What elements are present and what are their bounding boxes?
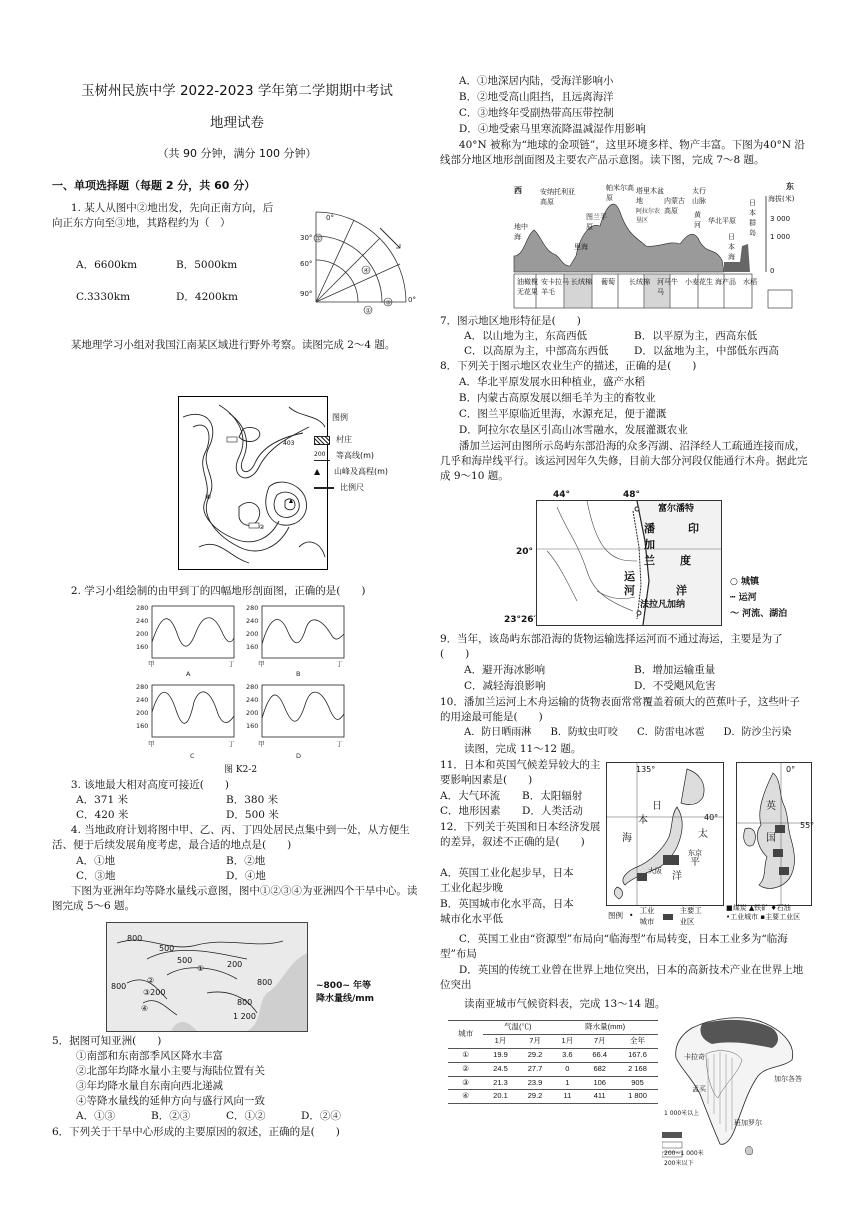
- question-5: 5．据图可知亚洲( ): [52, 1035, 162, 1047]
- question-7: 7．图示地区地形特征是( ): [440, 315, 581, 327]
- profile-label-turan: 图兰平原: [586, 213, 607, 232]
- profile-label-caspian: 里海: [574, 243, 588, 251]
- svg-text:③: ③: [385, 299, 391, 307]
- svg-text:90°: 90°: [300, 290, 313, 298]
- table-row: [448, 1076, 658, 1090]
- town-circle-icon: ○: [730, 577, 738, 587]
- q4-options: [76, 854, 376, 869]
- cell: ①: [448, 1048, 483, 1062]
- question-1: 1. 某人从图中②地出发，先向正南方向，后向正东方向至③地，其路程约为（ ）: [52, 202, 274, 230]
- q4-option-b[interactable]: B．②地: [226, 855, 266, 867]
- intro-9-10: 潘加兰运河由图所示岛屿东部沿海的众多泻湖、沼泽经人工疏通连接而成，几乎和海岸线平行。该运河因年久失修，目前大部分河段仅能通行木舟。据此完成 9～10 题。: [440, 440, 808, 483]
- q7-option-b[interactable]: B．以平原为主，西高东低: [634, 330, 758, 342]
- th-jan-temp: 1月: [483, 1034, 518, 1048]
- profile-label-anatolia: 安纳托利亚高原: [540, 188, 575, 207]
- label-farafangana: 法拉凡加纳: [640, 600, 686, 610]
- svg-text:C: C: [190, 752, 195, 760]
- q1-options-row2: [76, 290, 276, 305]
- iron-icon: ▲: [748, 904, 755, 912]
- profile-label-north-china-plain: 华北平原: [708, 217, 736, 225]
- profile-axis-title: 海拔(米): [768, 195, 795, 203]
- cell: 411: [582, 1090, 617, 1104]
- profile-label-taihang: 太行山脉: [692, 187, 706, 206]
- q9-options-row1: [464, 663, 804, 678]
- legend-town: 城镇: [741, 577, 760, 587]
- uk-legend-city: 工业城市: [730, 913, 759, 921]
- q9-option-c[interactable]: C．减轻海浪影响: [464, 680, 546, 692]
- q11-option-c[interactable]: C．地形因素: [440, 805, 501, 817]
- japan-label-ri: 日: [652, 801, 662, 812]
- intro-7-8: 40°N 被称为“地球的金项链”，这里环境多样、物产丰富。下图为40°N 沿线部分地区地形剖面图及主要农产品示意图。读下图，完成 7～8 题。: [440, 139, 805, 167]
- q5-options: [76, 1109, 376, 1124]
- exam-meta: （共 90 分钟，满分 100 分钟）: [157, 147, 317, 160]
- industrial-zone-icon: [663, 914, 673, 920]
- svg-text:240: 240: [136, 617, 149, 625]
- cell: 0: [552, 1062, 582, 1076]
- contour-legend: [314, 432, 434, 496]
- svg-text:1 200: 1 200: [233, 1012, 256, 1021]
- q11-options-row1: [440, 789, 604, 804]
- q12-option-a[interactable]: A．英国工业化起步早，日本工业化起步晚: [440, 867, 574, 895]
- svg-text:①: ①: [197, 964, 205, 973]
- svg-text:280: 280: [246, 604, 259, 612]
- q1-options-row1: [76, 258, 276, 273]
- japan-label-yang: 洋: [672, 871, 682, 882]
- svg-text:200: 200: [246, 709, 259, 717]
- japan-legend-head: 图例: [608, 911, 623, 921]
- svg-text:甲: 甲: [258, 740, 265, 748]
- product-seafood: 海产品: [715, 278, 736, 286]
- madagascar-lat-20: 20°: [516, 547, 534, 557]
- cell: 1 800: [617, 1090, 658, 1104]
- q4-option-d[interactable]: D．④地: [226, 870, 266, 882]
- q10-option-a[interactable]: A．防日晒雨淋: [464, 727, 532, 738]
- q1-option-d[interactable]: D．4200km: [176, 291, 238, 303]
- q12-option-c[interactable]: C．英国工业由“资源型”布局向“临海型”布局转变，日本工业多为“临海型”布局: [440, 933, 788, 961]
- legend-canal: 运河: [738, 593, 757, 603]
- question-3: 3. 该地最大相对高度可接近( ): [70, 779, 229, 791]
- q7-option-a[interactable]: A．以山地为主，东高西低: [464, 330, 588, 342]
- exam-subtitle: 地理试卷: [210, 115, 264, 131]
- q11-options-row2: [440, 804, 604, 819]
- canal-line-icon: ┅: [730, 593, 736, 603]
- madagascar-legend: [730, 574, 787, 622]
- svg-text:B: B: [296, 670, 301, 678]
- label-fulpante: 富尔潘特: [658, 504, 695, 514]
- svg-text:500: 500: [159, 944, 175, 953]
- table-row: [448, 1062, 658, 1076]
- intro-13-14: 读南亚城市气候资料表，完成 13～14 题。: [464, 998, 666, 1010]
- q5-item-2: ②北部年均降水量小主要与海陆位置有关: [76, 1065, 265, 1077]
- uk-legend-zone: 主要工业区: [765, 913, 801, 921]
- cell: 2 168: [617, 1062, 658, 1076]
- profile-label-east: 东: [786, 182, 794, 191]
- profile-label-pamir: 帕米尔高原: [606, 184, 634, 203]
- uk-legend-iron: 铁矿: [754, 904, 769, 912]
- cell: 29.2: [518, 1048, 553, 1062]
- city-karachi: 卡拉奇: [684, 1053, 705, 1061]
- q5-option-b[interactable]: B．②③: [151, 1110, 191, 1122]
- profile-charts-abcd: [136, 602, 346, 760]
- cell: 29.2: [518, 1090, 553, 1104]
- svg-text:200: 200: [227, 960, 243, 969]
- label-canal-char-5: 河: [624, 584, 635, 597]
- madagascar-lon-48: 48°: [623, 490, 641, 500]
- svg-text:280: 280: [246, 683, 259, 691]
- profile-label-yellow-river: 黄河: [694, 211, 701, 230]
- svg-text:60°: 60°: [300, 260, 313, 268]
- q9-option-d[interactable]: D．不受飓风危害: [634, 680, 716, 692]
- japan-label-tai: 太: [698, 829, 708, 840]
- profile-label-mediterranean: 地中海: [514, 223, 528, 242]
- svg-text:①: ①: [365, 307, 371, 315]
- section-heading: 一、单项选择题（每题 2 分，共 60 分）: [52, 179, 256, 192]
- q7-options-row2: [464, 344, 804, 359]
- svg-text:丁: 丁: [228, 740, 235, 748]
- q5-item-3: ③年均降水量自东南向西北递减: [76, 1080, 223, 1092]
- cell: 24.5: [483, 1062, 518, 1076]
- table-row: [448, 1090, 658, 1104]
- question-6: 6．下列关于干旱中心形成的主要原因的叙述，正确的是( ): [52, 1126, 340, 1138]
- uk-lon-0: 0°: [786, 765, 796, 774]
- uk-label-ying: 英: [766, 801, 776, 812]
- question-4: 4. 当地政府计划将图中甲、乙、丙、丁四处居民点集中到一处，从方便生活、便于后续发展角度考虑，最合适的地点是( ): [52, 824, 410, 852]
- product-livestock: 河马牛马: [657, 278, 678, 297]
- cell: 3.6: [552, 1048, 582, 1062]
- svg-text:160: 160: [246, 722, 259, 730]
- south-asia-climate-table: [448, 1020, 658, 1104]
- svg-text:D: D: [296, 752, 302, 760]
- svg-text:160: 160: [136, 643, 149, 651]
- japan-legend: [608, 906, 703, 928]
- th-precip: 降水量(mm): [552, 1021, 658, 1035]
- question-2: 2. 学习小组绘制的由甲到丁的四幅地形剖面图，正确的是( ): [70, 585, 366, 597]
- q1-option-a[interactable]: A．6600km: [76, 259, 138, 271]
- q3-option-a[interactable]: A．371 米: [76, 794, 128, 806]
- q10-option-c[interactable]: C．防雷电冰雹: [637, 727, 705, 738]
- question-8: 8．下列关于图示地区农业生产的描述，正确的是( ): [440, 360, 697, 372]
- q8-option-a[interactable]: A．华北平原发展水田种植业，盛产水稻: [458, 376, 645, 388]
- svg-text:240: 240: [136, 696, 149, 704]
- city-mumbai: 孟买: [692, 1085, 706, 1093]
- cell: 106: [582, 1076, 617, 1090]
- q9-option-a[interactable]: A．避开海冰影响: [464, 664, 546, 676]
- uk-legend-oil: 石油: [776, 904, 791, 912]
- cell: ②: [448, 1062, 483, 1076]
- uk-zone-icon: ▪: [760, 913, 766, 921]
- q5-option-d[interactable]: D．②④: [301, 1110, 341, 1122]
- cell: 1: [552, 1076, 582, 1090]
- question-10: 10．潘加兰运河上木舟运输的货物表面常常覆盖着硕大的芭蕉叶子，这些叶子的用途最可能是( ): [440, 696, 800, 724]
- oil-icon: ♦: [770, 904, 777, 912]
- question-12: 12．下列关于英国和日本经济发展的差异，叙述不正确的是( ): [440, 821, 601, 849]
- elev-legend-1000: 1 000米以上: [664, 1110, 700, 1117]
- south-asia-map: [662, 1014, 802, 1158]
- profile-axis-3000: 3 000: [770, 215, 791, 223]
- th-temp: 气温(℃): [483, 1021, 552, 1035]
- q5-item-4: ④等降水量线的延伸方向与盛行风向一致: [76, 1095, 265, 1107]
- fig-caption-k2-2: 图 K2-2: [224, 765, 258, 775]
- uk-city-icon: •: [726, 913, 731, 921]
- svg-text:500: 500: [177, 956, 193, 965]
- legend-village: 村庄: [336, 435, 352, 445]
- label-ocean-char-2: 度: [680, 554, 691, 567]
- svg-text:0°: 0°: [326, 214, 334, 222]
- city-kolkata: 加尔各答: [774, 1075, 802, 1083]
- th-jul-temp: 7月: [518, 1034, 553, 1048]
- th-jan-precip: 1月: [552, 1034, 582, 1048]
- q6-option-b[interactable]: B．②地受高山阻挡，且远离海洋: [458, 91, 614, 103]
- svg-text:280: 280: [136, 683, 149, 691]
- profile-label-inner-mongolia: 内蒙古高原: [664, 197, 685, 216]
- svg-text:甲: 甲: [148, 740, 155, 748]
- q1-option-c[interactable]: C.3330km: [76, 291, 131, 303]
- profile-label-aral-farm: 阿拉尔农垦区: [636, 208, 661, 224]
- svg-text:240: 240: [246, 617, 259, 625]
- profile-label-japan-islands: 日本群岛: [749, 199, 756, 238]
- profile-products-row: [516, 276, 802, 298]
- contour-line-icon: 200: [314, 451, 330, 461]
- q6-option-a[interactable]: A．①地深居内陆，受海洋影响小: [458, 75, 614, 87]
- question-9: 9．当年，该岛屿东部沿海的货物运输选择运河而不通过海运，主要是为了( ): [440, 633, 783, 661]
- svg-text:160: 160: [246, 643, 259, 651]
- japan-lon-135: 135°: [636, 765, 656, 774]
- q7-option-d[interactable]: D．以盆地为主，中部低东西高: [634, 345, 779, 357]
- cell: ③: [448, 1076, 483, 1090]
- label-ocean-char-3: 洋: [676, 584, 687, 597]
- svg-text:甲: 甲: [258, 660, 265, 668]
- q4-option-a[interactable]: A．①地: [76, 855, 116, 867]
- svg-text:②: ②: [259, 524, 265, 531]
- q6-option-c[interactable]: C．③地终年受副热带高压带控制: [458, 107, 614, 119]
- svg-text:160: 160: [136, 722, 149, 730]
- label-canal-char-4: 运: [624, 570, 635, 583]
- asia-precip-map: [106, 922, 308, 1032]
- q3-option-c[interactable]: C．420 米: [76, 809, 129, 821]
- uk-label-guo: 国: [766, 833, 776, 844]
- madagascar-canal-map: [536, 500, 722, 626]
- q8-option-b[interactable]: B．内蒙古高原发展以细毛羊为主的畜牧业: [458, 392, 656, 404]
- svg-text:丁: 丁: [228, 660, 235, 668]
- cell: 167.6: [617, 1048, 658, 1062]
- q12-option-d[interactable]: D．英国的传统工业曾在世界上地位突出，日本的高新技术产业在世界上地位突出: [440, 964, 804, 992]
- japan-label-ben: 本: [638, 815, 648, 826]
- svg-text:③200: ③200: [143, 988, 166, 997]
- q8-option-c[interactable]: C．图兰平原临近里海，水源充足，便于灌溉: [458, 408, 667, 420]
- peak-triangle-icon: ▲: [314, 467, 321, 477]
- latlon-grid-figure: [296, 206, 422, 324]
- precip-legend: ~800~ 年等降水量线/mm: [316, 981, 375, 1005]
- q10-option-b[interactable]: B．防蚊虫叮咬: [550, 727, 618, 738]
- exam-title: 玉树州民族中学 2022-2023 学年第二学期期中考试: [81, 83, 393, 99]
- japan-label-hai: 海: [622, 833, 632, 844]
- q3-option-b[interactable]: B．380 米: [226, 794, 279, 806]
- japan-label-ping: 平: [690, 857, 700, 868]
- madagascar-lon-44: 44°: [553, 490, 571, 500]
- svg-text:A: A: [186, 670, 191, 678]
- contour-legend-title: 图例: [332, 413, 348, 422]
- intro-2-4: 某地理学习小组对我国江南某区域进行野外考察。读图完成 2～4 题。: [70, 339, 396, 351]
- question-11: 11．日本和英国气候差异较大的主要影响因素是( ): [440, 759, 601, 787]
- legend-peak: 山峰及高程(m): [334, 467, 389, 477]
- svg-text:30°: 30°: [300, 234, 313, 242]
- svg-text:200: 200: [136, 709, 149, 717]
- profile-label-sea-of-japan: 日本海: [728, 233, 735, 262]
- q12-option-b[interactable]: B．英国城市化水平高，日本城市化水平低: [440, 898, 574, 926]
- uk-lat-55: 55°: [800, 821, 815, 830]
- q5-option-a[interactable]: A．①③: [76, 1110, 116, 1122]
- village-symbol-icon: [314, 436, 330, 445]
- product-grape: 葡萄: [601, 278, 615, 286]
- q3-option-d[interactable]: D．500 米: [226, 809, 279, 821]
- q11-option-a[interactable]: A．大气环流: [440, 790, 501, 802]
- legend-contour: 等高线(m): [336, 451, 375, 461]
- profile-label-tarim: 塔里木盆地: [636, 187, 664, 206]
- q7-options-row1: [464, 329, 804, 344]
- contour-map: [178, 396, 328, 570]
- product-angora: 安卡拉马羊毛: [541, 278, 569, 297]
- profile-label-west: 西: [514, 186, 522, 195]
- svg-text:丁: 丁: [336, 740, 343, 748]
- q4-options-row2: [76, 869, 376, 884]
- q8-option-d[interactable]: D．阿拉尔农垦区引高山冰雪融水，发展灌溉农业: [458, 424, 688, 436]
- cell: 66.4: [582, 1048, 617, 1062]
- q9-option-b[interactable]: B．增加运输重量: [634, 664, 716, 676]
- q3-options-row2: [76, 808, 376, 823]
- cell: ④: [448, 1090, 483, 1104]
- elev-legend-200: 200米以下: [664, 1160, 694, 1167]
- cell: 21.3: [483, 1076, 518, 1090]
- th-city: 城市: [448, 1021, 483, 1049]
- intro-5-6: 下图为亚洲年均等降水量线示意图，图中①②③④为亚洲四个干旱中心。读图完成 5～6 题。: [52, 885, 418, 913]
- product-wheat: 小麦花生: [685, 278, 713, 286]
- label-canal-char-2: 加: [644, 538, 655, 551]
- japan-city-tokyo: 东京: [688, 849, 702, 857]
- svg-text:②: ②: [315, 235, 321, 243]
- product-olive: 油橄榄无花果: [517, 278, 538, 297]
- q11-option-b[interactable]: B．太阳辐射: [522, 790, 583, 802]
- japan-city-osaka: 大阪: [648, 867, 662, 875]
- svg-text:②: ②: [147, 976, 155, 985]
- th-annual-precip: 全年: [617, 1034, 658, 1048]
- svg-text:④: ④: [141, 1004, 149, 1013]
- svg-text:240: 240: [246, 696, 259, 704]
- product-rice: 水稻: [743, 278, 757, 286]
- svg-text:403: 403: [283, 440, 295, 447]
- legend-river-lake: 河流、湖泊: [742, 609, 788, 619]
- elev-legend-200-1000: 200~1 000米: [664, 1150, 704, 1157]
- q5-option-c[interactable]: C．①②: [226, 1110, 266, 1122]
- coal-icon: ■: [726, 904, 733, 912]
- cell: 905: [617, 1076, 658, 1090]
- svg-text:④: ④: [363, 267, 369, 275]
- th-jul-precip: 7月: [582, 1034, 617, 1048]
- svg-text:丁: 丁: [336, 660, 343, 668]
- product-cotton-2: 长绒棉: [629, 278, 650, 286]
- jp-legend-zone: 主要工业区: [679, 906, 702, 926]
- q5-item-1: ①南部和东南部季风区降水丰富: [76, 1050, 223, 1062]
- cell: 23.9: [518, 1076, 553, 1090]
- svg-text:280: 280: [136, 604, 149, 612]
- cell: 11: [552, 1090, 582, 1104]
- city-bangalore: 班加罗尔: [734, 1119, 762, 1127]
- q1-option-b[interactable]: B．5000km: [176, 259, 238, 271]
- scale-bar-icon: [314, 487, 334, 489]
- svg-text:800: 800: [257, 978, 273, 987]
- q9-options-row2: [464, 679, 804, 694]
- uk-legend-coal: 煤炭: [732, 904, 747, 912]
- cell: 20.1: [483, 1090, 518, 1104]
- q7-option-c[interactable]: C．以高原为主，中部高东西低: [464, 345, 609, 357]
- svg-text:800: 800: [237, 998, 253, 1007]
- label-canal-char-1: 潘: [644, 522, 655, 535]
- svg-text:200: 200: [246, 630, 259, 638]
- q11-option-d[interactable]: D．人类活动: [522, 805, 583, 817]
- q4-option-c[interactable]: C．③地: [76, 870, 116, 882]
- svg-text:④: ④: [205, 493, 212, 501]
- q10-options: [464, 726, 810, 741]
- label-ocean-char-1: 印: [688, 522, 699, 535]
- madagascar-lat-tropic: 23°26′: [504, 615, 536, 625]
- jp-legend-city: 工业城市: [639, 906, 655, 926]
- uk-legend: [726, 904, 816, 922]
- q6-option-d[interactable]: D．④地受索马里寒流降温减湿作用影响: [458, 123, 646, 135]
- profile-axis-1000: 1 000: [770, 233, 791, 241]
- japan-lat-40: 40°: [704, 813, 719, 822]
- city-dot-icon: •: [629, 911, 634, 921]
- river-line-icon: ～: [730, 609, 740, 619]
- cell: 682: [582, 1062, 617, 1076]
- cell: 19.9: [483, 1048, 518, 1062]
- svg-text:0°: 0°: [408, 296, 416, 304]
- profile-axis-0: 0: [770, 267, 775, 275]
- cell: 27.7: [518, 1062, 553, 1076]
- label-canal-char-3: 兰: [644, 554, 655, 567]
- legend-scale: 比例尺: [340, 483, 364, 493]
- svg-text:200: 200: [136, 630, 149, 638]
- svg-text:800: 800: [127, 934, 143, 943]
- svg-text:800: 800: [111, 982, 127, 991]
- table-row: [448, 1048, 658, 1062]
- q3-options-row1: [76, 793, 376, 808]
- intro-11-12: 读图，完成 11～12 题。: [464, 743, 582, 755]
- svg-text:甲: 甲: [148, 660, 155, 668]
- product-cotton-1: 长绒棉: [571, 278, 592, 286]
- q10-option-d[interactable]: D．防沙尘污染: [723, 727, 792, 738]
